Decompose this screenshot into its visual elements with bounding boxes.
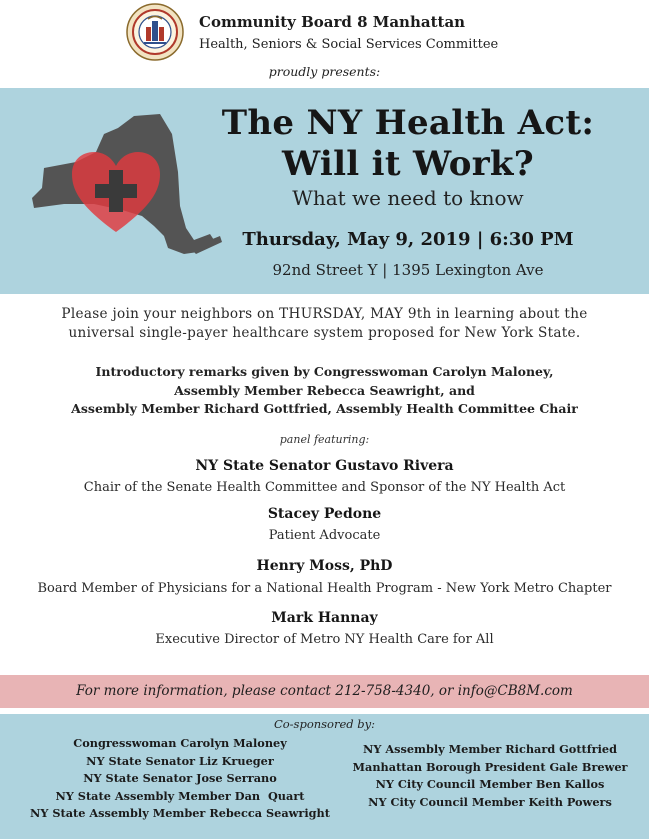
remarks-line: Assembly Member Rebecca Seawright, and bbox=[174, 382, 475, 398]
organization-name: Community Board 8 Manhattan bbox=[199, 13, 466, 31]
cosponsor-item: NY Assembly Member Richard Gottfried bbox=[363, 742, 617, 756]
remarks-block bbox=[0, 363, 649, 419]
contact-info: For more information, please contact 212-758-4340, or info@CB8M.com bbox=[76, 683, 573, 699]
intro-line: universal single-payer healthcare system proposed for New York State. bbox=[68, 325, 581, 341]
panelist-role: Executive Director of Metro NY Health Care for All bbox=[155, 632, 494, 647]
cosponsor-item: NY State Senator Liz Krueger bbox=[86, 753, 274, 768]
panelist-role: Patient Advocate bbox=[268, 528, 381, 543]
remarks-line: Assembly Member Richard Gottfried, Assembly Health Committee Chair bbox=[71, 401, 578, 416]
cosponsor-list-right bbox=[345, 741, 635, 811]
city-seal-icon bbox=[126, 3, 184, 61]
panelist-name: Henry Moss, PhD bbox=[256, 558, 393, 574]
panelist-name: NY State Senator Gustavo Rivera bbox=[195, 458, 454, 474]
cosponsor-item: NY State Senator Jose Serrano bbox=[83, 771, 277, 785]
cosponsor-item: NY State Assembly Member Rebecca Seawright bbox=[30, 806, 330, 820]
heart-medical-cross-icon bbox=[70, 150, 162, 234]
event-title-line1: The NY Health Act: bbox=[221, 103, 595, 143]
panelist-role: Chair of the Senate Health Committee and Sponsor of the NY Health Act bbox=[83, 480, 566, 495]
cosponsor-list-left bbox=[20, 735, 340, 823]
presents-label: proudly presents: bbox=[268, 64, 381, 79]
intro-text bbox=[0, 305, 649, 343]
cosponsor-item: Manhattan Borough President Gale Brewer bbox=[352, 759, 628, 774]
cosponsor-item: NY City Council Member Keith Powers bbox=[368, 794, 612, 809]
intro-line: Please join your neighbors on THURSDAY, MAY 9th in learning about the bbox=[61, 306, 588, 322]
committee-name: Health, Seniors & Social Services Committee bbox=[199, 37, 499, 52]
cosponsor-item: Congresswoman Carolyn Maloney bbox=[73, 736, 287, 750]
event-date: Thursday, May 9, 2019 | 6:30 PM bbox=[242, 229, 574, 250]
event-title-line2: Will it Work? bbox=[281, 144, 534, 184]
panelist-role: Board Member of Physicians for a National Health Program - New York Metro Chapter bbox=[37, 581, 612, 596]
panelist-name: Stacey Pedone bbox=[267, 506, 382, 522]
cosponsor-item: NY City Council Member Ben Kallos bbox=[375, 777, 605, 791]
cosponsor-item: NY State Assembly Member Dan Quart bbox=[55, 788, 305, 803]
event-subtitle: What we need to know bbox=[292, 186, 524, 210]
panelist-name: Mark Hannay bbox=[271, 610, 378, 626]
panel-label: panel featuring: bbox=[279, 433, 370, 446]
cosponsor-label: Co-sponsored by: bbox=[273, 717, 376, 731]
event-venue: 92nd Street Y | 1395 Lexington Ave bbox=[272, 261, 544, 279]
remarks-line: Introductory remarks given by Congresswoman Carolyn Maloney, bbox=[95, 364, 554, 379]
